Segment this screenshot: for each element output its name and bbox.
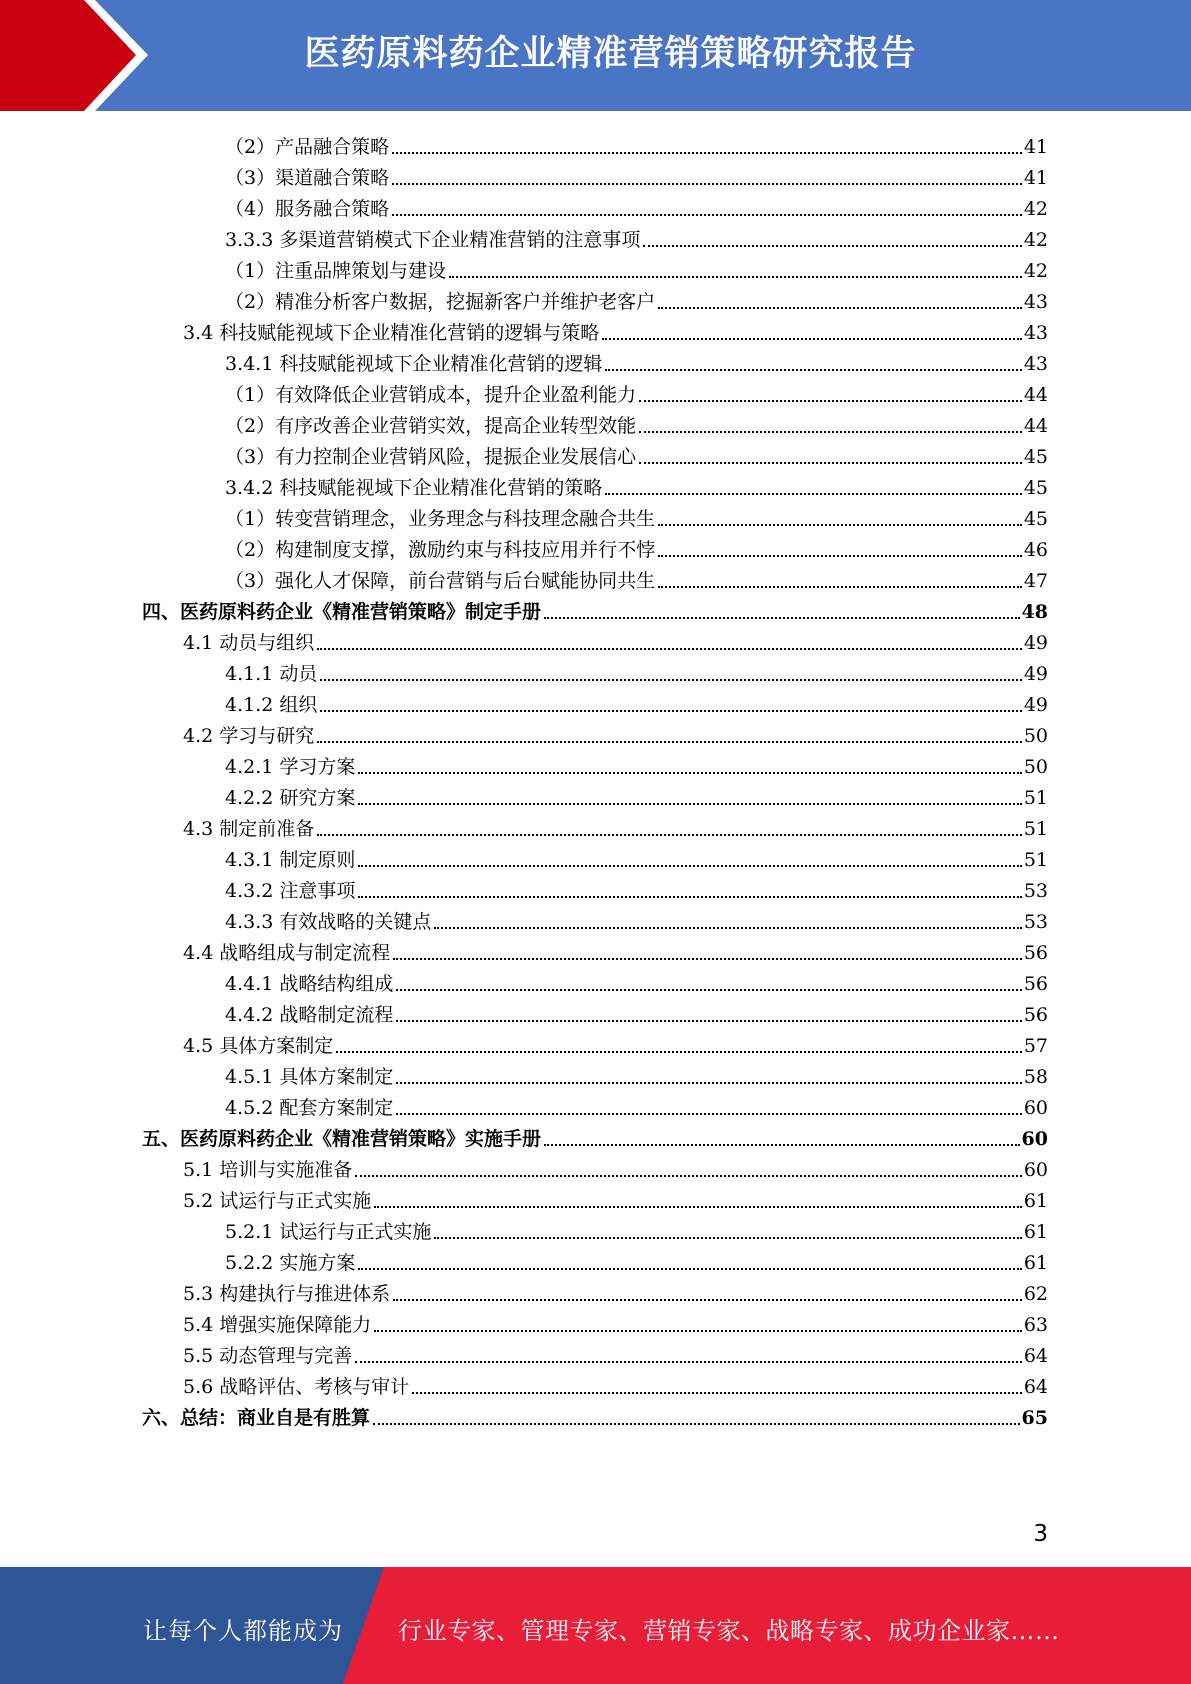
toc-entry-page: 48 xyxy=(1021,601,1048,623)
toc-entry[interactable] xyxy=(225,903,1048,934)
toc-entry-title: 5.2 试运行与正式实施 xyxy=(183,1190,372,1212)
toc-entry-page: 49 xyxy=(1023,632,1048,654)
toc-entry[interactable] xyxy=(225,469,1048,500)
toc-entry-title: 4.4.2 战略制定流程 xyxy=(225,1004,394,1026)
toc-entry-title: 5.5 动态管理与完善 xyxy=(183,1345,353,1367)
toc-entry[interactable] xyxy=(183,1337,1048,1368)
toc-entry-title: 四、医药原料药企业《精准营销策略》制定手册 xyxy=(142,601,542,623)
toc-entry-page: 65 xyxy=(1021,1407,1048,1429)
toc-entry-page: 60 xyxy=(1021,1128,1048,1150)
toc-dot-leader xyxy=(355,1361,1022,1363)
toc-entry-title: （1）转变营销理念，业务理念与科技理念融合共生 xyxy=(225,508,656,530)
toc-entry-title: 5.2.2 实施方案 xyxy=(225,1252,356,1274)
toc-entry-page: 43 xyxy=(1023,353,1048,375)
toc-entry-title: （4）服务融合策略 xyxy=(225,198,390,220)
toc-entry-page: 56 xyxy=(1023,942,1048,964)
toc-dot-leader xyxy=(605,369,1021,371)
toc-dot-leader xyxy=(449,276,1022,278)
toc-entry[interactable] xyxy=(142,1120,1048,1151)
toc-entry-page: 47 xyxy=(1023,570,1048,592)
toc-entry-title: 4.2.1 学习方案 xyxy=(225,756,356,778)
toc-entry-page: 49 xyxy=(1023,694,1048,716)
toc-entry[interactable] xyxy=(225,252,1048,283)
toc-entry-title: 4.5.2 配套方案制定 xyxy=(225,1097,394,1119)
toc-entry[interactable] xyxy=(183,1368,1048,1399)
toc-dot-leader xyxy=(434,1237,1021,1239)
toc-entry-page: 57 xyxy=(1023,1035,1048,1057)
toc-dot-leader xyxy=(605,493,1021,495)
toc-dot-leader xyxy=(358,896,1021,898)
toc-dot-leader xyxy=(396,989,1021,991)
toc-entry-page: 51 xyxy=(1023,787,1048,809)
toc-dot-leader xyxy=(358,865,1021,867)
toc-entry-title: （1）注重品牌策划与建设 xyxy=(225,260,447,282)
toc-entry-title: （2）构建制度支撑，激励约束与科技应用并行不悖 xyxy=(225,539,656,561)
toc-entry-page: 45 xyxy=(1023,446,1048,468)
toc-entry-title: （1）有效降低企业营销成本，提升企业盈利能力 xyxy=(225,384,637,406)
toc-entry-page: 62 xyxy=(1023,1283,1048,1305)
toc-dot-leader xyxy=(320,679,1021,681)
toc-entry-title: 4.1 动员与组织 xyxy=(183,632,315,654)
toc-entry[interactable] xyxy=(183,934,1048,965)
toc-entry[interactable] xyxy=(225,841,1048,872)
toc-entry[interactable] xyxy=(225,562,1048,593)
toc-entry[interactable] xyxy=(225,128,1048,159)
toc-entry-page: 53 xyxy=(1023,880,1048,902)
toc-dot-leader xyxy=(639,431,1022,433)
toc-entry[interactable] xyxy=(183,314,1048,345)
toc-entry[interactable] xyxy=(225,686,1048,717)
toc-entry-page: 58 xyxy=(1023,1066,1048,1088)
toc-entry-page: 51 xyxy=(1023,849,1048,871)
toc-entry[interactable] xyxy=(225,500,1048,531)
toc-dot-leader xyxy=(374,1330,1022,1332)
toc-entry-title: （2）产品融合策略 xyxy=(225,136,390,158)
toc-dot-leader xyxy=(544,1144,1020,1146)
toc-dot-leader xyxy=(393,958,1022,960)
toc-dot-leader xyxy=(317,741,1022,743)
toc-dot-leader xyxy=(320,710,1021,712)
toc-entry-title: 4.3.3 有效战略的关键点 xyxy=(225,911,432,933)
toc-dot-leader xyxy=(396,1082,1021,1084)
toc-dot-leader xyxy=(412,1392,1022,1394)
toc-entry[interactable] xyxy=(225,159,1048,190)
toc-entry-page: 50 xyxy=(1023,725,1048,747)
toc-dot-leader xyxy=(658,555,1022,557)
toc-entry-page: 61 xyxy=(1023,1221,1048,1243)
toc-entry-page: 60 xyxy=(1023,1159,1048,1181)
toc-entry[interactable] xyxy=(225,376,1048,407)
toc-entry[interactable] xyxy=(225,996,1048,1027)
toc-entry-title: 3.4.2 科技赋能视域下企业精准化营销的策略 xyxy=(225,477,603,499)
toc-dot-leader xyxy=(392,214,1022,216)
toc-entry-page: 60 xyxy=(1023,1097,1048,1119)
toc-entry-page: 49 xyxy=(1023,663,1048,685)
toc-entry-page: 63 xyxy=(1023,1314,1048,1336)
toc-entry-title: 4.4 战略组成与制定流程 xyxy=(183,942,391,964)
toc-dot-leader xyxy=(392,152,1022,154)
toc-entry-title: 4.2 学习与研究 xyxy=(183,725,315,747)
toc-entry-title: 5.1 培训与实施准备 xyxy=(183,1159,353,1181)
toc-entry[interactable] xyxy=(225,1213,1048,1244)
toc-dot-leader xyxy=(658,307,1022,309)
toc-dot-leader xyxy=(396,1113,1021,1115)
toc-dot-leader xyxy=(393,1299,1022,1301)
toc-dot-leader xyxy=(317,834,1022,836)
toc-dot-leader xyxy=(355,1175,1022,1177)
toc-entry-page: 51 xyxy=(1023,818,1048,840)
toc-entry-page: 64 xyxy=(1023,1376,1048,1398)
toc-entry-page: 43 xyxy=(1023,291,1048,313)
toc-entry-page: 45 xyxy=(1023,477,1048,499)
toc-entry-title: （3）渠道融合策略 xyxy=(225,167,390,189)
toc-entry-title: 4.1.2 组织 xyxy=(225,694,318,716)
report-title: 医药原料药企业精准营销策略研究报告 xyxy=(304,34,917,74)
footer-slogan-right: 行业专家、管理专家、营销专家、战略专家、成功企业家…… xyxy=(398,1617,1060,1645)
toc-entry-page: 44 xyxy=(1023,415,1048,437)
toc-entry-page: 44 xyxy=(1023,384,1048,406)
toc-entry[interactable] xyxy=(225,872,1048,903)
toc-entry-title: 五、医药原料药企业《精准营销策略》实施手册 xyxy=(142,1128,542,1150)
toc-dot-leader xyxy=(358,772,1021,774)
toc-dot-leader xyxy=(358,803,1021,805)
toc-entry-page: 43 xyxy=(1023,322,1048,344)
toc-entry-page: 64 xyxy=(1023,1345,1048,1367)
toc-dot-leader xyxy=(643,245,1021,247)
toc-entry-page: 50 xyxy=(1023,756,1048,778)
page-header xyxy=(0,0,1191,111)
toc-dot-leader xyxy=(658,524,1022,526)
toc-entry-title: 5.2.1 试运行与正式实施 xyxy=(225,1221,432,1243)
toc-dot-leader xyxy=(396,1020,1021,1022)
toc-entry[interactable] xyxy=(183,717,1048,748)
toc-dot-leader xyxy=(544,617,1020,619)
toc-entry-title: 4.4.1 战略结构组成 xyxy=(225,973,394,995)
toc-entry[interactable] xyxy=(225,221,1048,252)
toc-entry-title: （3）强化人才保障，前台营销与后台赋能协同共生 xyxy=(225,570,656,592)
toc-entry-page: 46 xyxy=(1023,539,1048,561)
toc-entry-title: 5.3 构建执行与推进体系 xyxy=(183,1283,391,1305)
toc-entry[interactable] xyxy=(225,779,1048,810)
toc-entry[interactable] xyxy=(142,593,1048,624)
toc-entry[interactable] xyxy=(183,810,1048,841)
toc-dot-leader xyxy=(434,927,1021,929)
toc-entry-title: 3.4.1 科技赋能视域下企业精准化营销的逻辑 xyxy=(225,353,603,375)
toc-dot-leader xyxy=(639,400,1022,402)
toc-entry[interactable] xyxy=(225,655,1048,686)
toc-entry-page: 56 xyxy=(1023,1004,1048,1026)
toc-entry[interactable] xyxy=(225,531,1048,562)
toc-dot-leader xyxy=(602,338,1022,340)
toc-entry-page: 42 xyxy=(1023,198,1048,220)
toc-dot-leader xyxy=(392,183,1022,185)
toc-dot-leader xyxy=(373,1423,1020,1425)
toc-entry[interactable] xyxy=(183,1182,1048,1213)
toc-entry-title: 4.3.2 注意事项 xyxy=(225,880,356,902)
toc-entry-page: 56 xyxy=(1023,973,1048,995)
page-number: 3 xyxy=(1033,1521,1048,1547)
page-footer xyxy=(0,1567,1191,1684)
toc-entry-title: 5.4 增强实施保障能力 xyxy=(183,1314,372,1336)
toc-entry[interactable] xyxy=(225,748,1048,779)
toc-entry-page: 42 xyxy=(1023,229,1048,251)
toc-entry[interactable] xyxy=(183,1275,1048,1306)
toc-entry-title: 4.3 制定前准备 xyxy=(183,818,315,840)
toc-entry[interactable] xyxy=(225,190,1048,221)
toc-entry[interactable] xyxy=(183,1027,1048,1058)
toc-entry-page: 61 xyxy=(1023,1190,1048,1212)
toc-entry[interactable] xyxy=(225,283,1048,314)
toc-dot-leader xyxy=(639,462,1022,464)
toc-entry-title: （3）有力控制企业营销风险，提振企业发展信心 xyxy=(225,446,637,468)
toc-dot-leader xyxy=(358,1268,1021,1270)
toc-entry-title: 4.2.2 研究方案 xyxy=(225,787,356,809)
toc-entry[interactable] xyxy=(142,1399,1048,1430)
toc-entry[interactable] xyxy=(183,624,1048,655)
toc-entry[interactable] xyxy=(225,438,1048,469)
toc-entry-page: 42 xyxy=(1023,260,1048,282)
toc-entry-title: （2）有序改善企业营销实效，提高企业转型效能 xyxy=(225,415,637,437)
toc-entry-title: （2）精准分析客户数据，挖掘新客户并维护老客户 xyxy=(225,291,656,313)
toc-entry-title: 4.5 具体方案制定 xyxy=(183,1035,334,1057)
toc-entry-page: 61 xyxy=(1023,1252,1048,1274)
toc-dot-leader xyxy=(336,1051,1022,1053)
toc-dot-leader xyxy=(317,648,1022,650)
toc-entry[interactable] xyxy=(225,1244,1048,1275)
toc-entry[interactable] xyxy=(225,345,1048,376)
toc-dot-leader xyxy=(658,586,1022,588)
toc-entry-title: 4.5.1 具体方案制定 xyxy=(225,1066,394,1088)
toc-entry-page: 45 xyxy=(1023,508,1048,530)
toc-entry[interactable] xyxy=(225,407,1048,438)
toc-dot-leader xyxy=(374,1206,1022,1208)
toc-entry-title: 5.6 战略评估、考核与审计 xyxy=(183,1376,410,1398)
toc-entry[interactable] xyxy=(183,1306,1048,1337)
toc-entry-title: 3.4 科技赋能视域下企业精准化营销的逻辑与策略 xyxy=(183,322,600,344)
toc-entry-page: 53 xyxy=(1023,911,1048,933)
toc-entry-title: 六、总结：商业自是有胜算 xyxy=(142,1407,371,1429)
toc-entry-title: 4.3.1 制定原则 xyxy=(225,849,356,871)
toc-entry[interactable] xyxy=(225,965,1048,996)
toc-entry-title: 3.3.3 多渠道营销模式下企业精准营销的注意事项 xyxy=(225,229,641,251)
toc-entry[interactable] xyxy=(183,1151,1048,1182)
toc-entry-page: 41 xyxy=(1023,136,1048,158)
toc-entry-page: 41 xyxy=(1023,167,1048,189)
toc-entry[interactable] xyxy=(225,1058,1048,1089)
toc-entry-title: 4.1.1 动员 xyxy=(225,663,318,685)
toc-entry[interactable] xyxy=(225,1089,1048,1120)
footer-slogan-left: 让每个人都能成为 xyxy=(143,1617,343,1645)
